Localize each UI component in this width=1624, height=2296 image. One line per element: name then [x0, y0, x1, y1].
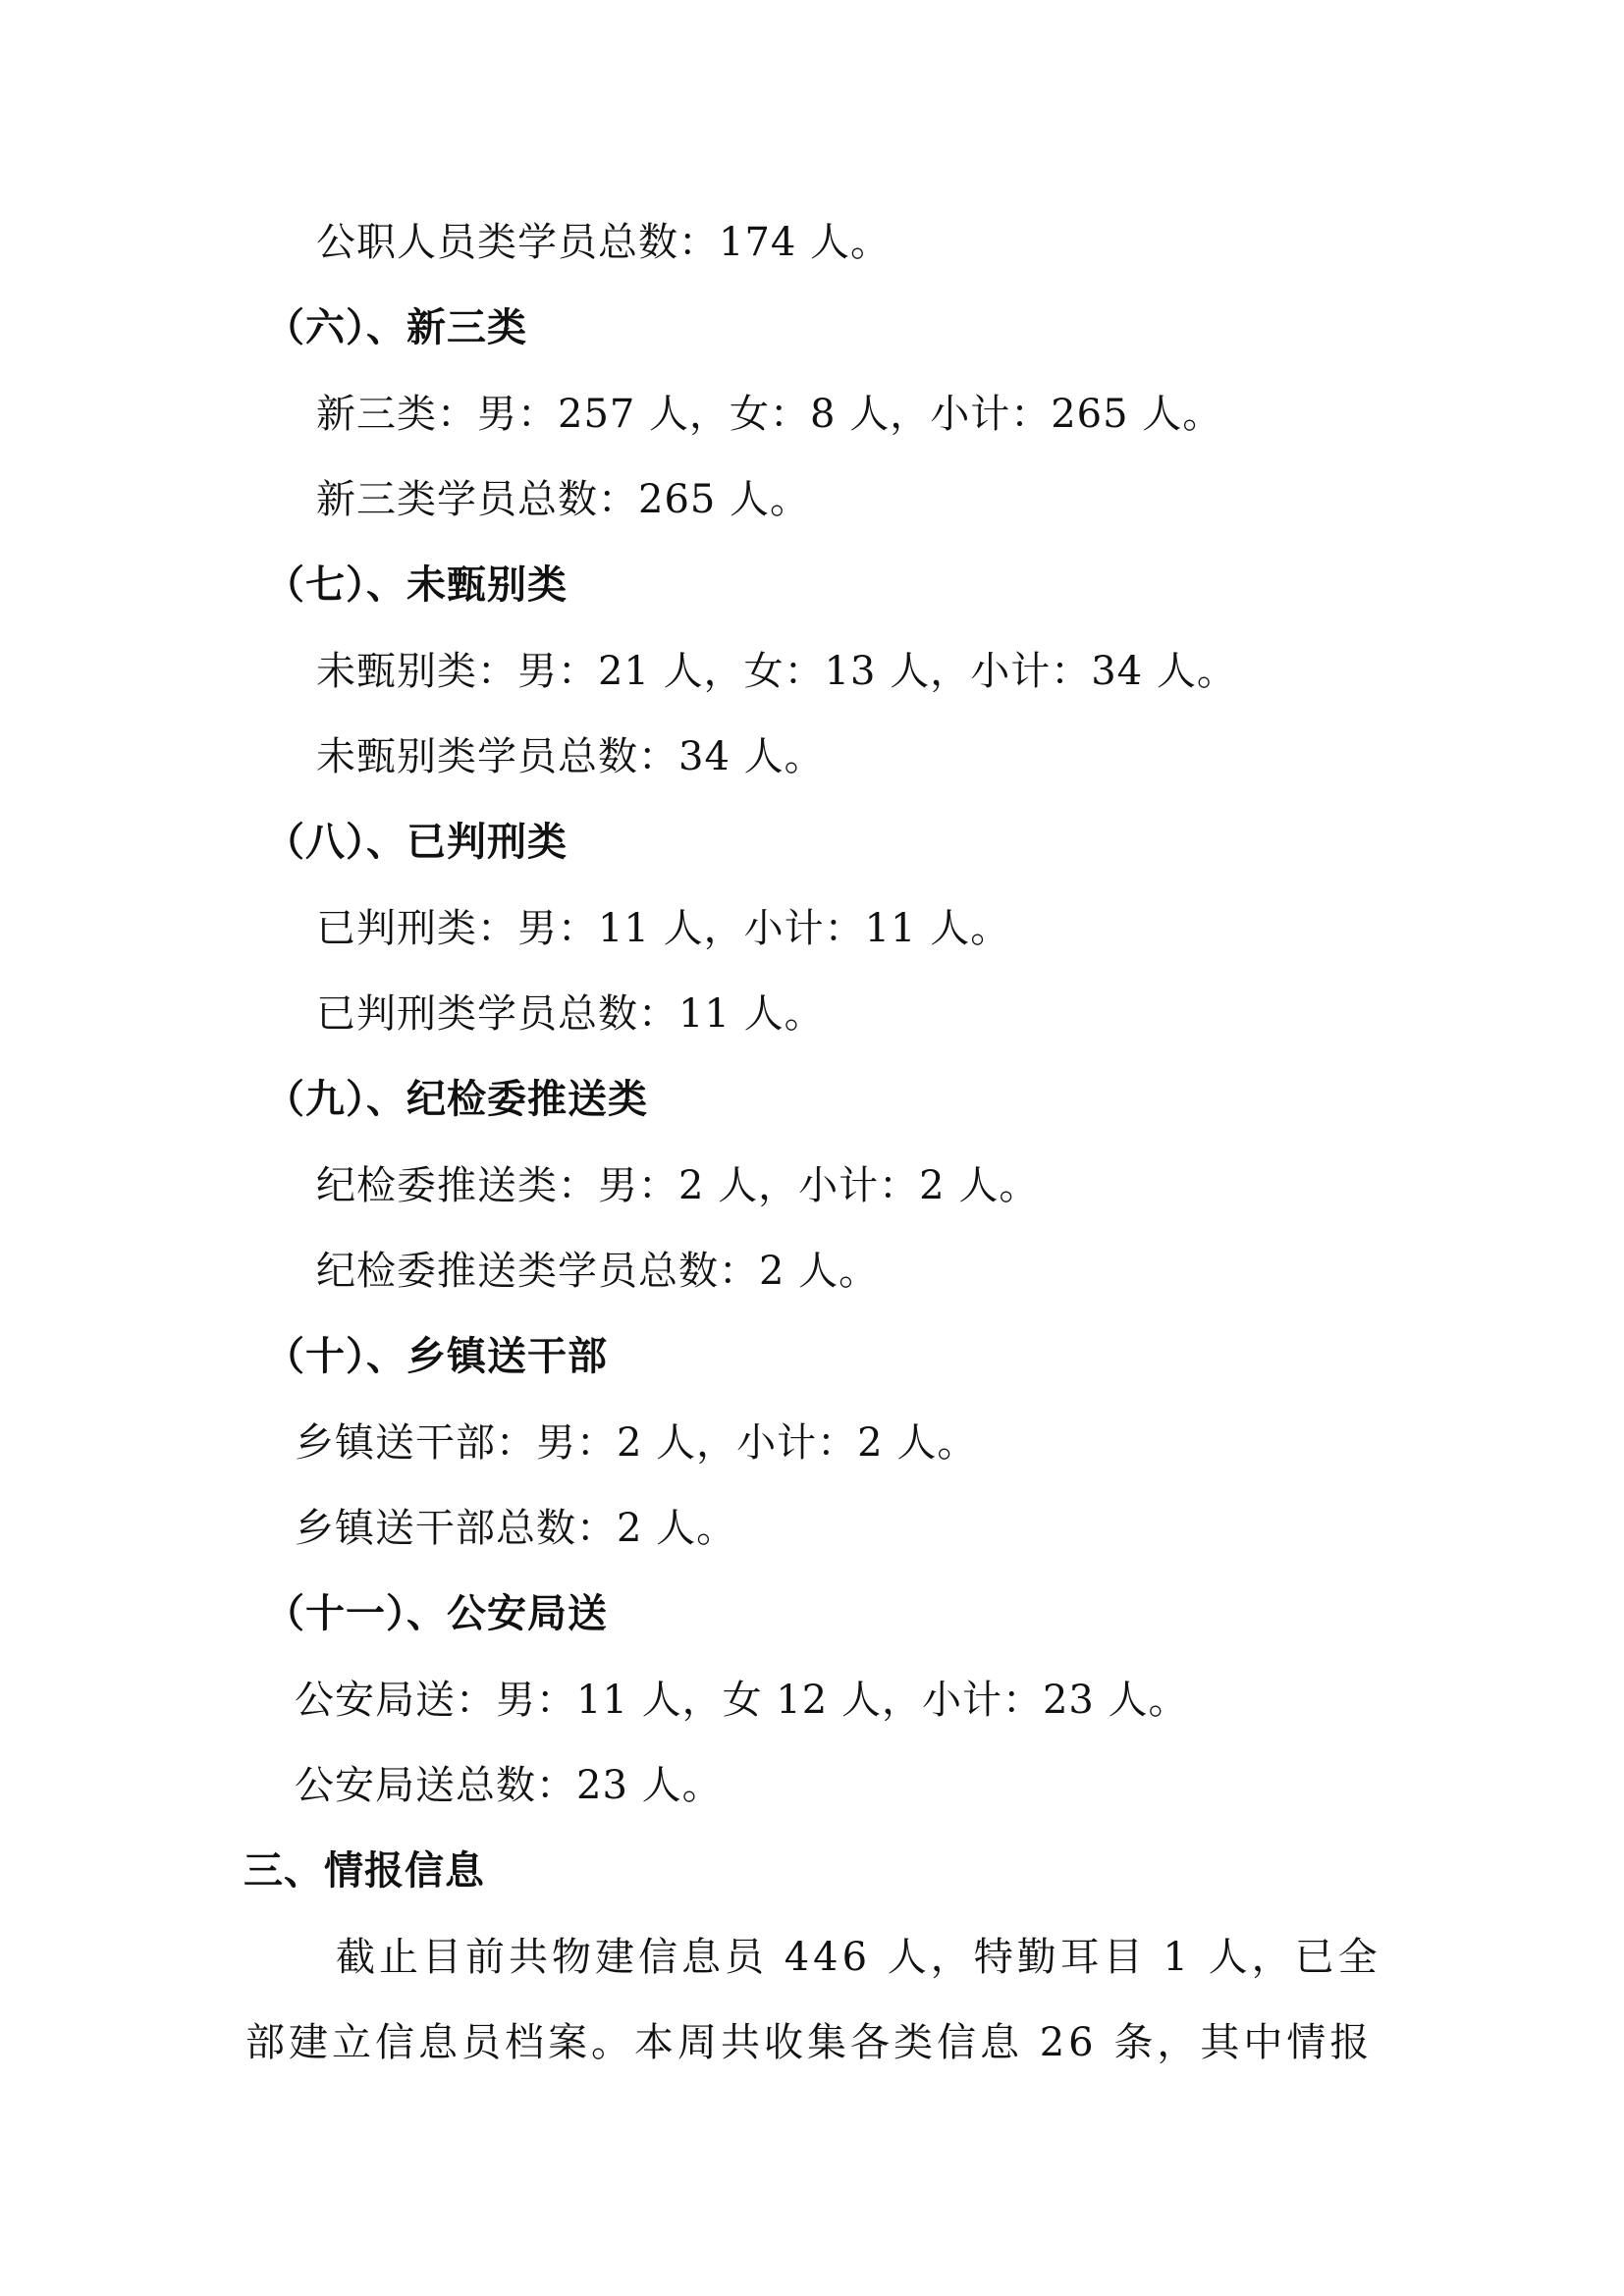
text-line: 纪检委推送类：男：2 人，小计：2 人。 — [316, 1163, 1040, 1208]
section-heading: （十一）、公安局送 — [265, 1591, 608, 1636]
text-line: 新三类学员总数：265 人。 — [316, 477, 811, 522]
paragraph-line: 部建立信息员档案。本周共收集各类信息 26 条，其中情报 — [245, 2020, 1374, 2065]
section-heading: （十）、乡镇送干部 — [265, 1334, 608, 1379]
section-heading: （六）、新三类 — [265, 305, 527, 350]
text-line: 公安局送：男：11 人，女 12 人，小计：23 人。 — [295, 1678, 1189, 1723]
text-line: 乡镇送干部：男：2 人，小计：2 人。 — [295, 1420, 978, 1466]
text-line: 未甄别类：男：21 人，女：13 人，小计：34 人。 — [316, 649, 1237, 694]
paragraph-line: 截止目前共物建信息员 446 人，特勤耳目 1 人，已全 — [336, 1935, 1381, 1980]
text-line: 未甄别类学员总数：34 人。 — [316, 734, 825, 779]
text-line: 公安局送总数：23 人。 — [295, 1763, 723, 1808]
section-heading: （八）、已判刑类 — [265, 820, 568, 865]
section-heading: （七）、未甄别类 — [265, 562, 568, 608]
section-heading: （九）、纪检委推送类 — [265, 1077, 648, 1122]
text-line: 已判刑类：男：11 人，小计：11 人。 — [316, 906, 1011, 951]
text-line: 新三类：男：257 人，女：8 人，小计：265 人。 — [316, 392, 1223, 437]
text-line: 乡镇送干部总数：2 人。 — [295, 1506, 737, 1551]
text-line: 已判刑类学员总数：11 人。 — [316, 991, 825, 1037]
section-heading: 三、情报信息 — [244, 1848, 485, 1894]
text-line: 纪检委推送类学员总数：2 人。 — [316, 1249, 880, 1294]
text-line: 公职人员类学员总数：174 人。 — [316, 220, 892, 265]
